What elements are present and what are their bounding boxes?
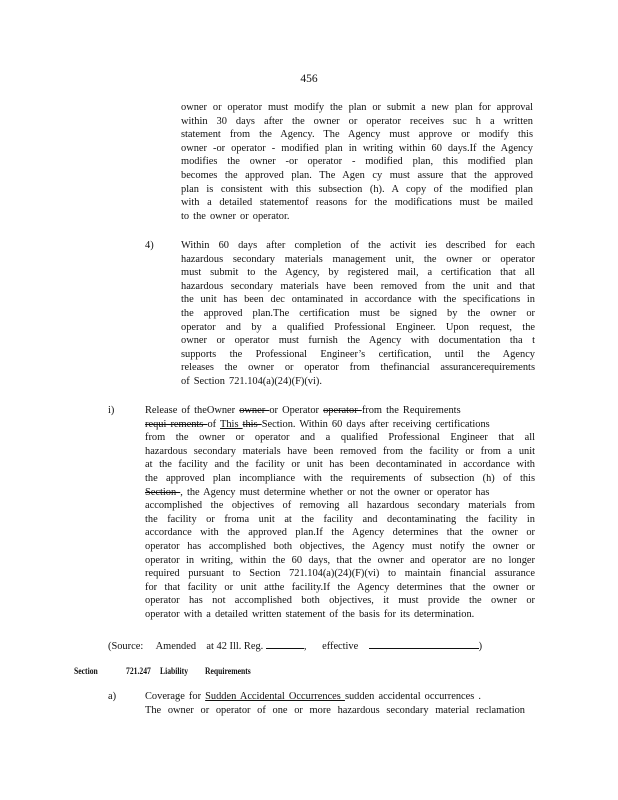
reg-page-blank <box>266 638 304 649</box>
item-4-label: 4) <box>145 240 154 251</box>
text-line: owner -or operator - modified plan in writing within 60 days.If the Agency <box>181 142 533 154</box>
item-a-line-1: Coverage for Sudden Accidental Occurrences sudden accidental occurrences . <box>145 691 481 702</box>
item-i-line-7: Section , the Agency must determine whether or not the owner or operator has <box>145 486 490 498</box>
effective-date-blank <box>369 638 479 649</box>
text-line: operator and by a qualified Professional Engineer. Upon request, the <box>181 321 535 333</box>
source-note: (Source: Amended at 42 Ill. Reg. , effective ) <box>108 638 548 654</box>
section-number: 721.247 <box>126 666 151 676</box>
item-a-paragraph <box>145 690 525 717</box>
text-line: owner or operator must modify the plan or submit a new plan for approval <box>181 102 533 113</box>
text-line: required pursuant to Section 721.104(a)(24)(F)(vi) to maintain financial assurance <box>145 568 535 580</box>
text-line: of Section 721.104(a)(24)(F)(vi). <box>181 375 322 387</box>
text-line: releases the owner or operator from thefinancial assurancerequirements <box>181 362 535 374</box>
item-a-label: a) <box>108 691 117 702</box>
text-line: the unit has been dec ontaminated in accordance with the specifications in <box>181 294 535 306</box>
item-i-label: i) <box>108 405 115 416</box>
text-line: hazardous secondary materials have been removed from the facility or from a unit <box>145 445 535 457</box>
text-line: owner or operator must furnish the Agency with documentation tha t <box>181 335 535 347</box>
text-line: must submit to the Agency, by registered mail, a certification that all <box>181 267 535 279</box>
text-line: supports the Professional Engineer’s certification, until the Agency <box>181 348 535 360</box>
continuation-paragraph <box>181 101 533 223</box>
text-line: with a detailed statementof reasons for the modifications must be mailed <box>181 197 533 209</box>
text-line: operator with a detailed written statement of the basis for its determination. <box>145 608 475 620</box>
text-line: the facility or froma unit at the facility and decontaminating the facility in <box>145 513 535 525</box>
page-number: 456 <box>300 73 318 85</box>
text-line: accomplished the objectives of removing all hazardous secondary materials from <box>145 500 535 512</box>
text-line: operator in writing, within the 60 days, that the owner and operator are no longer <box>145 554 535 566</box>
section-word: Section <box>74 666 98 676</box>
text-line: operator has not accomplished both objectives, it must provide the owner or <box>145 595 535 607</box>
text-line: for that facility or unit atthe facility.If the Agency determines that the owner or <box>145 581 535 593</box>
item-4-paragraph <box>181 239 535 389</box>
item-a-line-2: The owner or operator of one or more hazardous secondary material reclamation <box>145 704 525 716</box>
text-line: the approved plan.The certification must be signed by the owner or <box>181 307 535 319</box>
text-line: from the owner or operator and a qualified Professional Engineer that all <box>145 432 535 444</box>
text-line: within 30 days after the owner or operator receives suc h a written <box>181 115 533 127</box>
text-line: becomes the approved plan. The Agen cy must assure that the approved <box>181 169 533 181</box>
section-title-2: Requirements <box>205 666 251 676</box>
text-line: at the facility and the facility or unit has been decontaminated in accordance with <box>145 459 535 471</box>
text-line: the approved plan incompliance with the requirements of subsection (h) of this <box>145 472 535 484</box>
text-line: modifies the owner -or operator - modified plan, this modified plan <box>181 156 533 168</box>
text-line: accordance with the approved plan.If the Agency determines that the owner or <box>145 527 535 539</box>
text-line: Within 60 days after completion of the activit ies described for each <box>181 240 535 251</box>
text-line: operator has accomplished both objectives, the Agency must notify the owner or <box>145 540 535 552</box>
section-title: Liability <box>160 666 189 676</box>
text-line: hazardous secondary materials have been removed from the unit and that <box>181 280 535 292</box>
text-line: statement from the Agency. The Agency must approve or modify this <box>181 129 533 141</box>
item-i-line-2: requi rements of This this Section. Within 60 days after receiving certifications <box>145 418 490 430</box>
text-line: hazardous secondary materials management unit, the owner or operator <box>181 253 535 265</box>
text-line: plan is consistent with this subsection (h). A copy of the modified plan <box>181 183 533 195</box>
item-i-paragraph <box>145 404 535 622</box>
item-i-line-1: Release of theOwner owner or Operator operator from the Requirements <box>145 405 461 416</box>
text-line: to the owner or operator. <box>181 210 290 222</box>
